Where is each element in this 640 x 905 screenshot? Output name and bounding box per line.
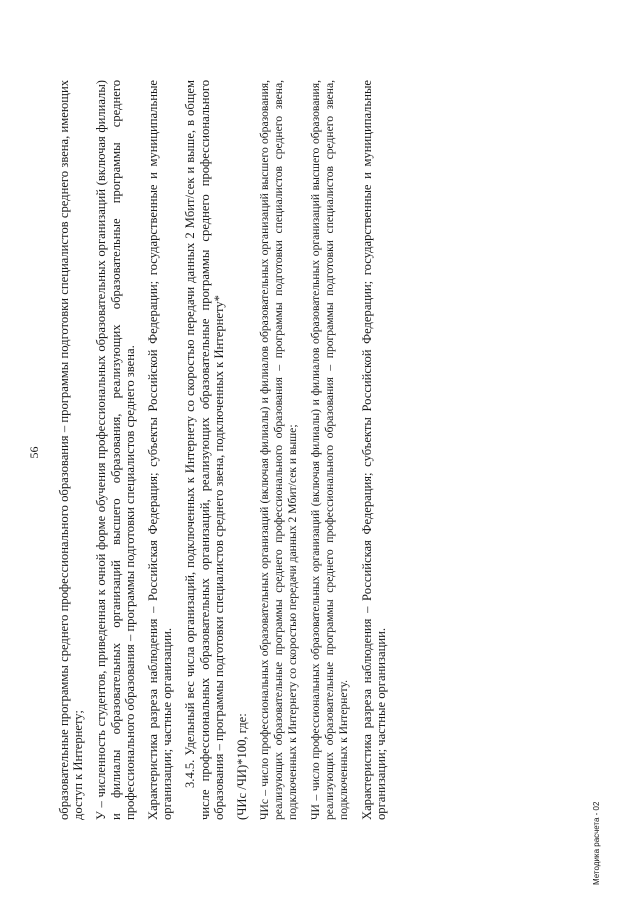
paragraph-continuation: образовательные программы среднего профессионального образования – программы подготовки специалистов среднего звена, имеющих доступ к Интернету;	[57, 80, 86, 820]
footer-note: Методика расчета - 02	[592, 801, 601, 885]
section-heading-3-4-5: 3.4.5. Удельный вес числа организаций, подключенных к Интернету со скоростью передачи данных 2 Мбит/сек и выше, в общем числе профессиональных образовательных организаций, реализующих образовательные программы среднего профессионального образования – программы подготовки специалистов среднего звена, подключенных к Интернету*	[183, 80, 226, 820]
paragraph-definition-chi: ЧИ – число профессиональных образовательных организаций (включая филиалы) и филиалов образовательных организаций высшего образования, реализующих образовательные программы среднего профессионального образования – программы подготовки специалистов среднего звена, подключенных к Интернету.	[309, 80, 351, 820]
paragraph-definition-u: У – численность студентов, приведенная к очной форме обучения профессиональных образовательных организаций (включая филиалы) и филиалы образовательных организаций высшего образования, реализующих образовательные программы среднего профессионального образования – программы подготовки специалистов среднего звена.	[94, 80, 137, 820]
paragraph-definition-chis: ЧИс – число профессиональных образовательных организаций (включая филиалы) и филиалов образовательных организаций высшего образования, реализующих образовательные программы среднего профессионального образования – программы подготовки специалистов среднего звена, подключенных к Интернету со скоростью передачи данных 2 Мбит/сек и выше;	[258, 80, 300, 820]
paragraph-characteristic: Характеристика разреза наблюдения – Российская Федерация; субъекты Российской Федерации; государственные и муниципальные организации; частные организации.	[146, 80, 175, 820]
page-number: 56	[27, 446, 41, 459]
paragraph-characteristic-2: Характеристика разреза наблюдения – Российская Федерация; субъекты Российской Федерации; государственные и муниципальные организации; частные организации.	[360, 80, 389, 820]
formula: (ЧИс /ЧИ)*100, где:	[235, 713, 250, 820]
document-body	[57, 80, 398, 820]
